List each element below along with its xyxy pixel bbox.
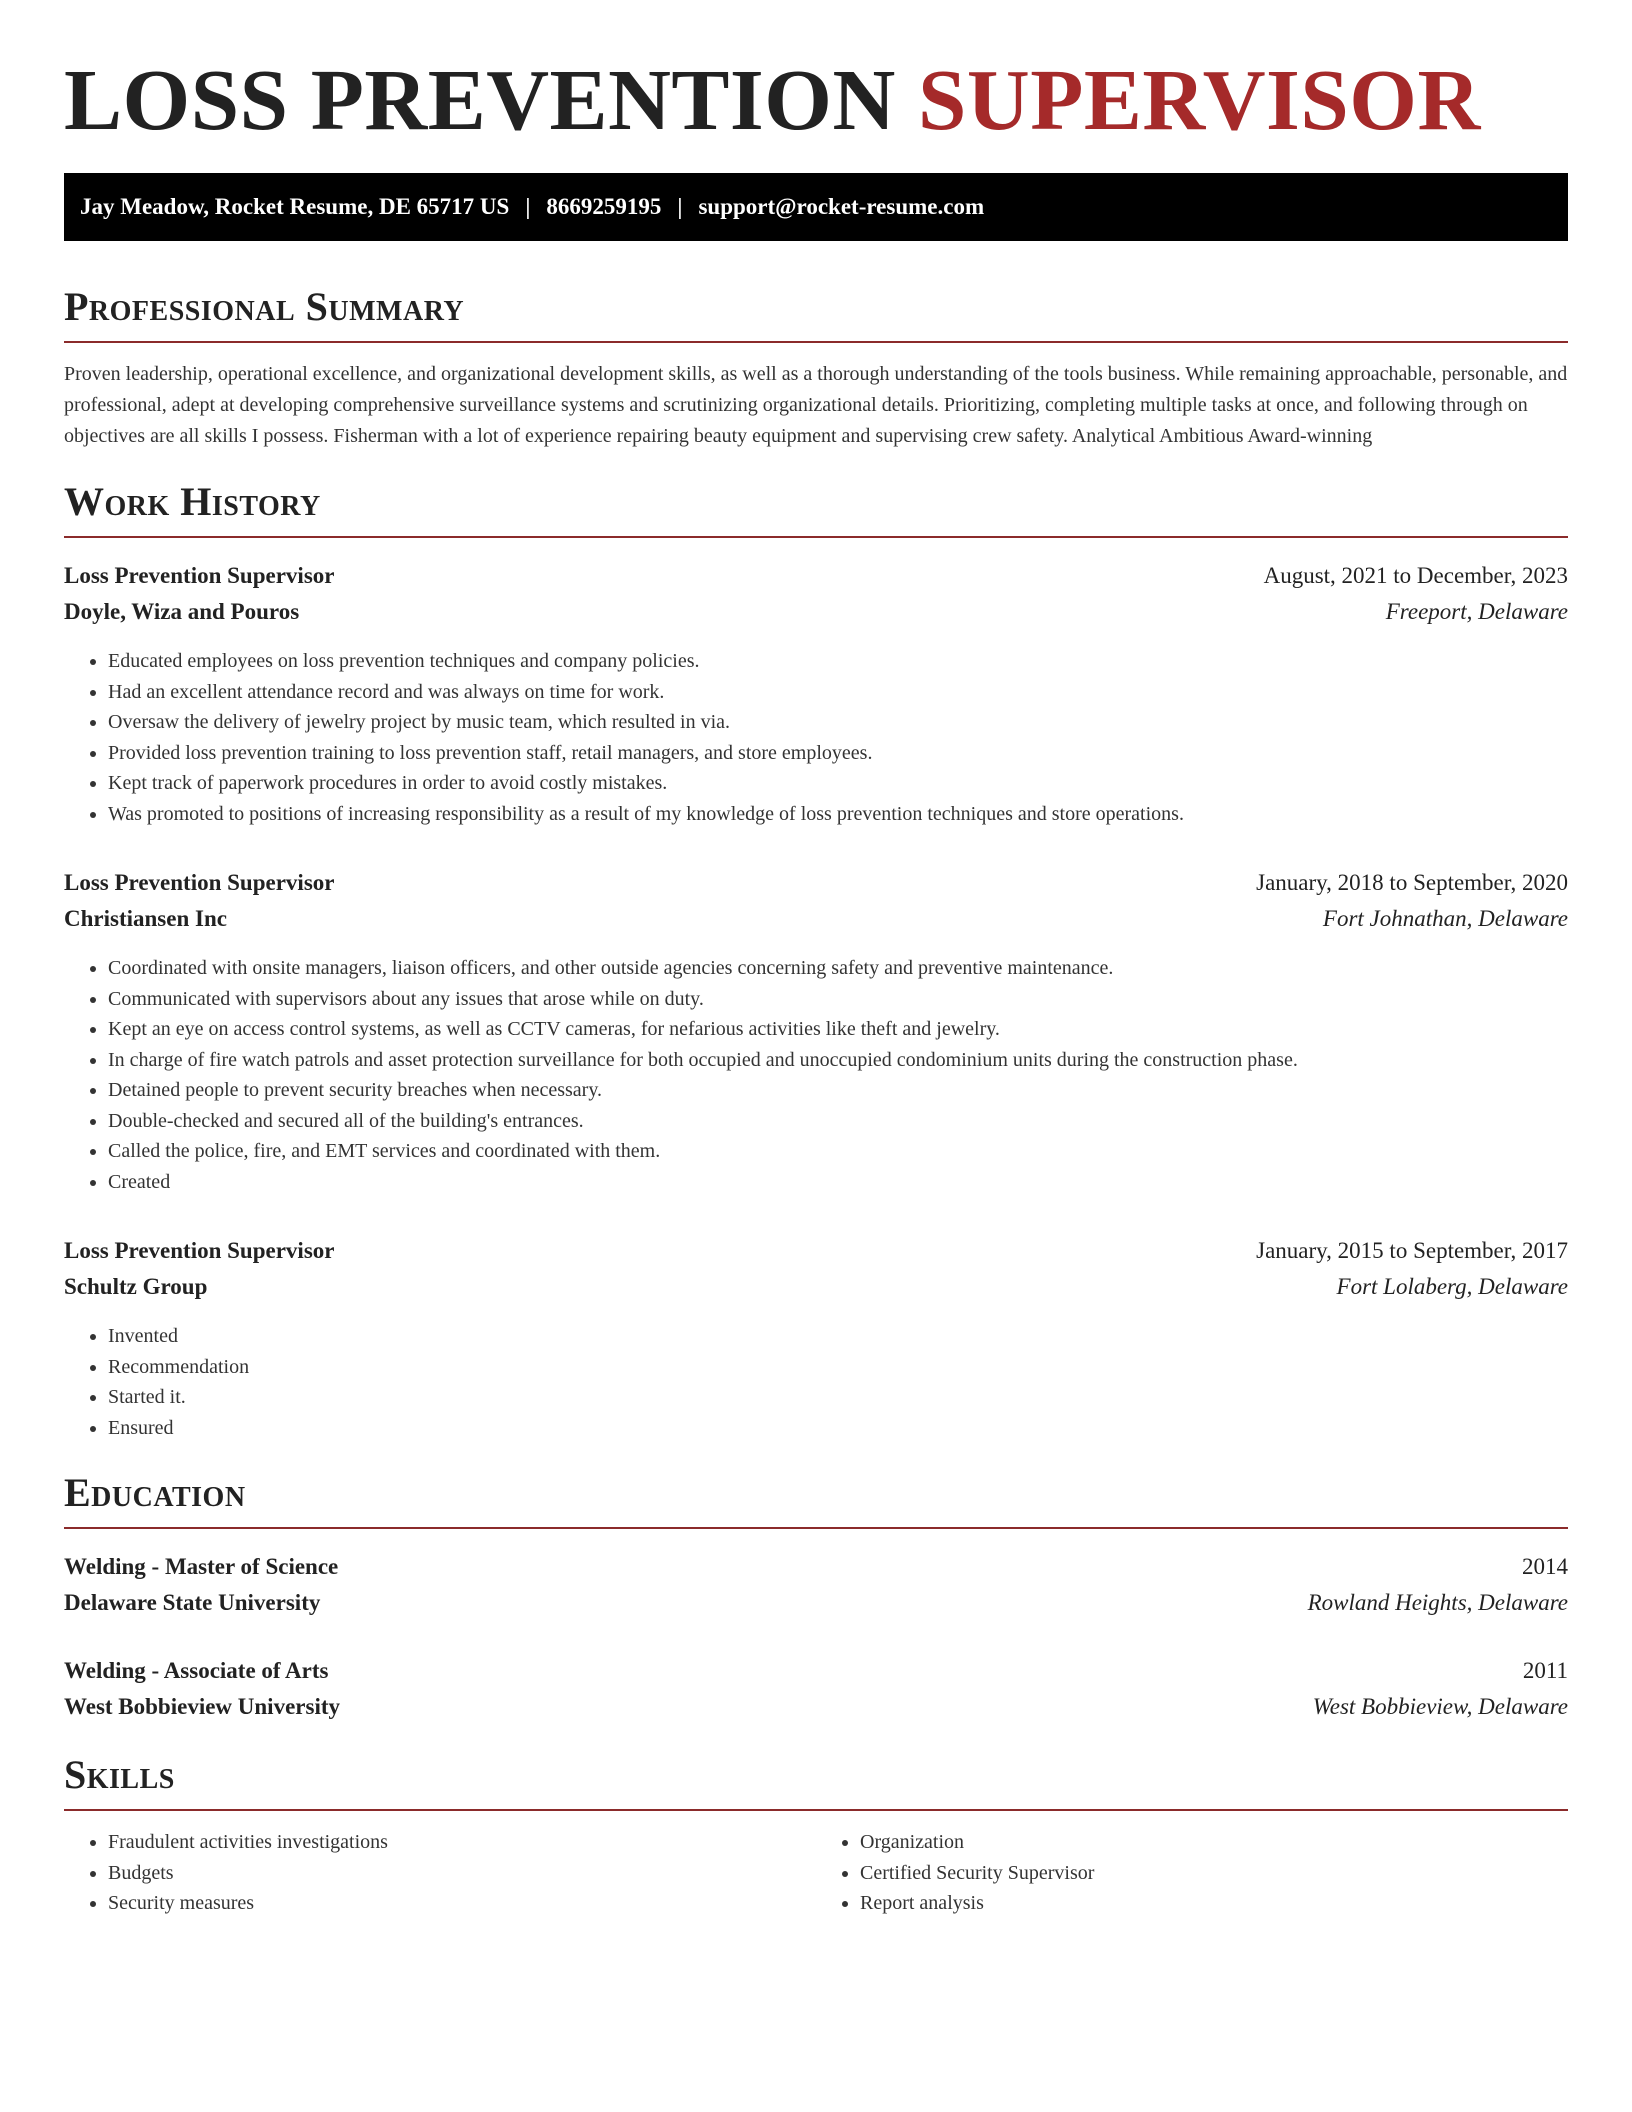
job-bullet: • In charge of fire watch patrols and asset protection surveillance for both occupied and unoccupied condominium units during the construction phase. (108, 1045, 1568, 1076)
summary-heading: Professional Summary (64, 285, 1568, 343)
education-school: West Bobbieview University (64, 1694, 340, 1719)
education-school: Delaware State University (64, 1590, 321, 1615)
skill-item: • Certified Security Supervisor (860, 1858, 1568, 1889)
education-degree: Welding - Master of Science (64, 1554, 339, 1579)
job-bullet: • Double-checked and secured all of the building's entrances. (108, 1106, 1568, 1137)
education-degree-row (64, 1653, 1568, 1689)
skill-item: • Budgets (108, 1858, 816, 1889)
job-company: Schultz Group (64, 1274, 208, 1299)
job-bullet: • Ensured (108, 1413, 1568, 1444)
education-entry (64, 1549, 1568, 1621)
education-year: 2014 (1522, 1554, 1568, 1579)
education-entry (64, 1653, 1568, 1725)
job-company-row (64, 901, 1568, 937)
job-bullet: • Recommendation (108, 1352, 1568, 1383)
skill-item: • Organization (860, 1827, 1568, 1858)
job-location: Fort Johnathan, Delaware (1322, 906, 1568, 931)
job-bullet: • Coordinated with onsite managers, liaison officers, and other outside agencies concerning safety and preventive maintenance. (108, 953, 1568, 984)
title-accent: SUPERVISOR (918, 51, 1481, 148)
skills-grid (64, 1827, 1568, 1919)
job-bullet: • Kept an eye on access control systems, as well as CCTV cameras, for nefarious activities like theft and jewelry. (108, 1014, 1568, 1045)
skill-item: • Security measures (108, 1888, 816, 1919)
job-company-row (64, 594, 1568, 630)
job-header-row (64, 1233, 1568, 1269)
skill-item: • Report analysis (860, 1888, 1568, 1919)
job-bullet: • Had an excellent attendance record and was always on time for work. (108, 677, 1568, 708)
education-location: Rowland Heights, Delaware (1307, 1590, 1568, 1615)
job-location: Fort Lolaberg, Delaware (1336, 1274, 1568, 1299)
job-entry (64, 1233, 1568, 1443)
job-dates: January, 2018 to September, 2020 (1256, 870, 1568, 895)
contact-phone: 8669259195 (546, 194, 662, 219)
job-bullet: • Oversaw the delivery of jewelry project by music team, which resulted in via. (108, 707, 1568, 738)
contact-email: support@rocket-resume.com (698, 194, 985, 219)
skills-column-left (64, 1827, 816, 1919)
job-header-row (64, 865, 1568, 901)
resume-title (64, 51, 1568, 148)
contact-address: Jay Meadow, Rocket Resume, DE 65717 US (80, 194, 510, 219)
job-header-row (64, 558, 1568, 594)
job-company: Doyle, Wiza and Pouros (64, 599, 300, 624)
job-title: Loss Prevention Supervisor (64, 563, 335, 588)
education-year: 2011 (1522, 1658, 1568, 1683)
job-bullet: • Kept track of paperwork procedures in order to avoid costly mistakes. (108, 768, 1568, 799)
job-bullet: • Invented (108, 1321, 1568, 1352)
job-bullets (64, 953, 1568, 1197)
contact-bar (64, 173, 1568, 241)
contact-separator: | (525, 194, 531, 219)
job-bullets (64, 646, 1568, 829)
job-dates: January, 2015 to September, 2017 (1256, 1238, 1568, 1263)
job-entry (64, 558, 1568, 829)
job-entry (64, 865, 1568, 1197)
job-bullets (64, 1321, 1568, 1443)
work-history-heading: Work History (64, 480, 1568, 538)
education-heading: Education (64, 1471, 1568, 1529)
contact-separator: | (677, 194, 683, 219)
skills-column-right (816, 1827, 1568, 1919)
job-bullet: • Created (108, 1167, 1568, 1198)
job-location: Freeport, Delaware (1385, 599, 1568, 624)
job-dates: August, 2021 to December, 2023 (1263, 563, 1568, 588)
job-company-row (64, 1269, 1568, 1305)
education-school-row (64, 1689, 1568, 1725)
skills-heading: Skills (64, 1753, 1568, 1811)
summary-text: Proven leadership, operational excellence, and organizational development skills, as well as a thorough understanding of the tools business. While remaining approachable, personable, and professional, adept at developing comprehensive surveillance systems and scrutinizing organizational details. Prioritizing, completing multiple tasks at once, and following through on objectives are all skills I possess. Fisherman with a lot of experience repairing beauty equipment and supervising crew safety. Analytical Ambitious Award-winning (64, 363, 1568, 447)
job-title: Loss Prevention Supervisor (64, 1238, 335, 1263)
job-bullet: • Communicated with supervisors about any issues that arose while on duty. (108, 984, 1568, 1015)
skill-item: • Fraudulent activities investigations (108, 1827, 816, 1858)
job-bullet: • Detained people to prevent security breaches when necessary. (108, 1075, 1568, 1106)
job-bullet: • Provided loss prevention training to loss prevention staff, retail managers, and store employees. (108, 738, 1568, 769)
job-title: Loss Prevention Supervisor (64, 870, 335, 895)
education-degree: Welding - Associate of Arts (64, 1658, 329, 1683)
education-degree-row (64, 1549, 1568, 1585)
job-bullet: • Started it. (108, 1382, 1568, 1413)
education-school-row (64, 1585, 1568, 1621)
education-location: West Bobbieview, Delaware (1312, 1694, 1568, 1719)
job-bullet: • Educated employees on loss prevention techniques and company policies. (108, 646, 1568, 677)
job-bullet: • Called the police, fire, and EMT services and coordinated with them. (108, 1136, 1568, 1167)
job-bullet: • Was promoted to positions of increasing responsibility as a result of my knowledge of loss prevention techniques and store operations. (108, 799, 1568, 830)
title-main: LOSS PREVENTION (64, 51, 896, 148)
job-company: Christiansen Inc (64, 906, 227, 931)
